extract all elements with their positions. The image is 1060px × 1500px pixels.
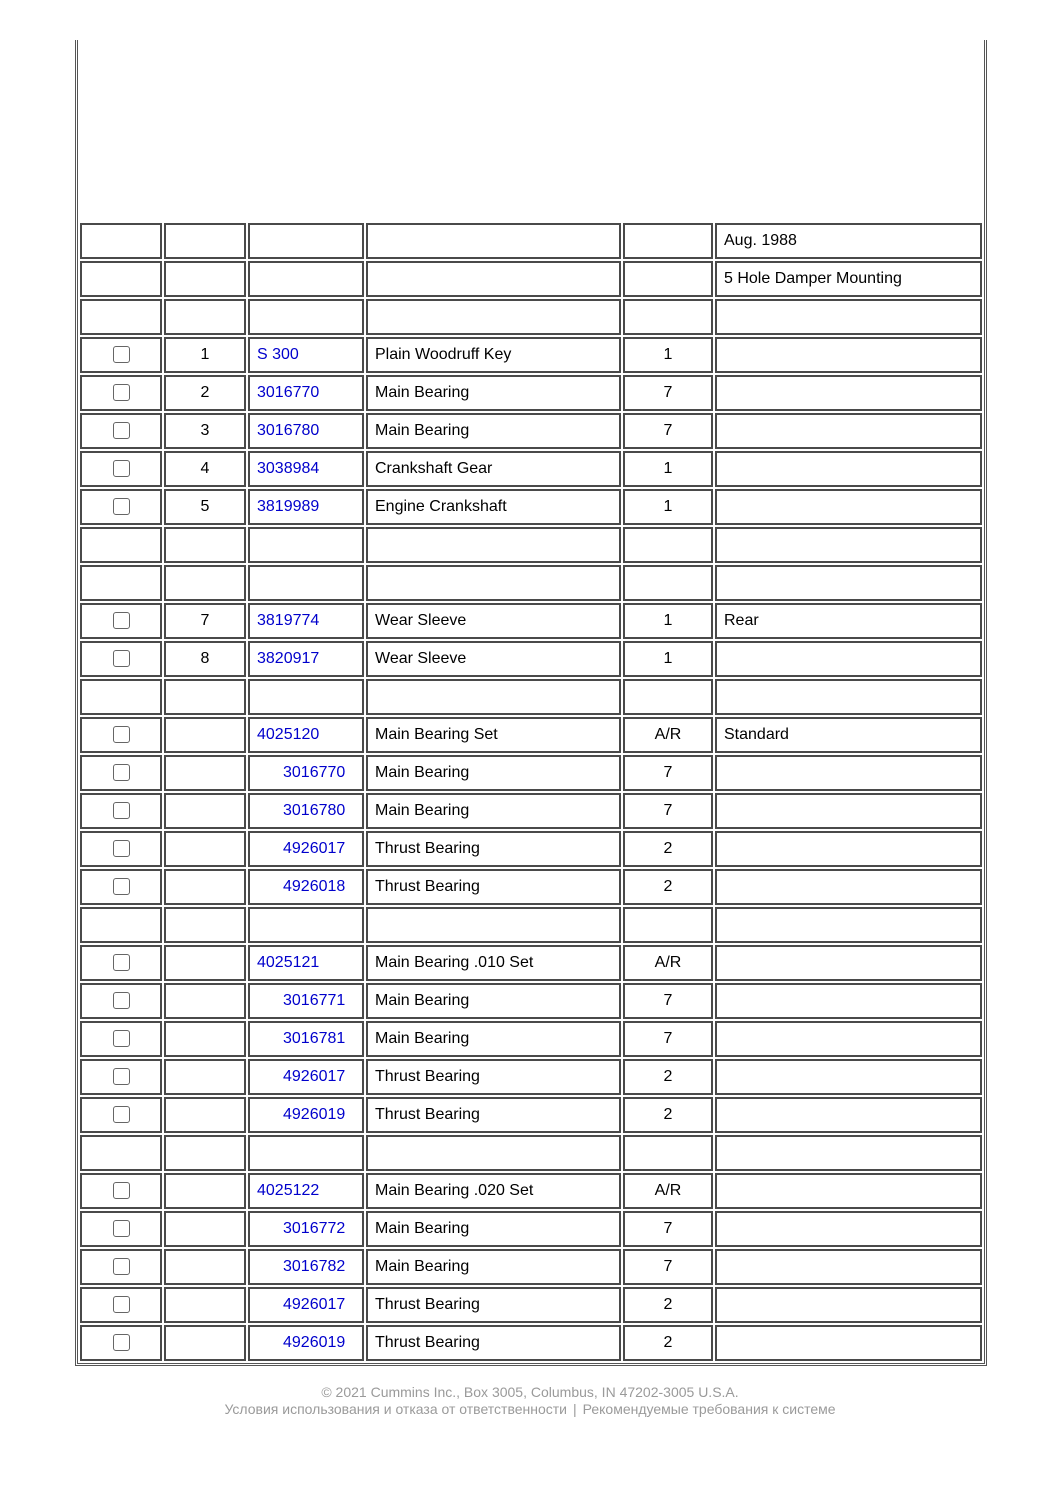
ref-cell xyxy=(164,1211,246,1247)
quantity-cell xyxy=(623,261,713,297)
row-checkbox[interactable] xyxy=(113,1296,130,1313)
description-cell xyxy=(366,223,621,259)
row-checkbox[interactable] xyxy=(113,726,130,743)
part-number-link[interactable]: 3016770 xyxy=(283,764,346,781)
row-checkbox[interactable] xyxy=(113,802,130,819)
part-number-cell xyxy=(248,1211,364,1247)
ref-cell xyxy=(164,945,246,981)
blank-row xyxy=(80,565,982,601)
part-number-link[interactable]: 4926019 xyxy=(283,1106,346,1123)
part-number-cell xyxy=(248,1097,364,1133)
quantity-cell: 7 xyxy=(623,413,713,449)
part-number-link[interactable]: 3038984 xyxy=(257,460,320,477)
part-number-cell xyxy=(248,413,364,449)
ref-cell xyxy=(164,907,246,943)
remarks-cell xyxy=(715,489,982,525)
part-number-link[interactable]: 3819989 xyxy=(257,498,320,515)
select-cell xyxy=(80,1173,162,1209)
part-number-cell xyxy=(248,945,364,981)
part-number-cell xyxy=(248,527,364,563)
select-cell xyxy=(80,755,162,791)
row-checkbox[interactable] xyxy=(113,840,130,857)
quantity-cell: 7 xyxy=(623,1021,713,1057)
description-cell xyxy=(366,1135,621,1171)
ref-cell xyxy=(164,983,246,1019)
quantity-cell: 2 xyxy=(623,1325,713,1361)
select-cell xyxy=(80,869,162,905)
ref-cell: 2 xyxy=(164,375,246,411)
remarks-cell xyxy=(715,1059,982,1095)
ref-cell xyxy=(164,1249,246,1285)
description-cell: Main Bearing xyxy=(366,1021,621,1057)
ref-cell xyxy=(164,223,246,259)
ref-cell xyxy=(164,1287,246,1323)
remarks-cell xyxy=(715,679,982,715)
description-cell: Thrust Bearing xyxy=(366,1097,621,1133)
description-cell: Thrust Bearing xyxy=(366,1287,621,1323)
remarks-cell xyxy=(715,451,982,487)
description-cell: Main Bearing xyxy=(366,1211,621,1247)
part-number-cell xyxy=(248,641,364,677)
ref-cell: 3 xyxy=(164,413,246,449)
part-number-cell xyxy=(248,489,364,525)
table-row xyxy=(80,641,982,677)
part-number-link[interactable]: 4926017 xyxy=(283,1068,346,1085)
ref-cell: 7 xyxy=(164,603,246,639)
row-checkbox[interactable] xyxy=(113,460,130,477)
table-row xyxy=(80,1021,982,1057)
remarks-cell xyxy=(715,907,982,943)
select-cell xyxy=(80,831,162,867)
description-cell: Main Bearing xyxy=(366,793,621,829)
quantity-cell: 1 xyxy=(623,451,713,487)
remarks-cell xyxy=(715,1097,982,1133)
table-row xyxy=(80,451,982,487)
row-checkbox[interactable] xyxy=(113,1106,130,1123)
ref-cell: 1 xyxy=(164,337,246,373)
quantity-cell: 1 xyxy=(623,603,713,639)
ref-cell: 4 xyxy=(164,451,246,487)
row-checkbox[interactable] xyxy=(113,384,130,401)
select-cell xyxy=(80,603,162,639)
part-number-cell xyxy=(248,451,364,487)
remarks-cell xyxy=(715,983,982,1019)
note-row xyxy=(80,261,982,297)
part-number-cell xyxy=(248,375,364,411)
select-cell xyxy=(80,337,162,373)
table-row xyxy=(80,869,982,905)
remarks-cell xyxy=(715,413,982,449)
ref-cell xyxy=(164,717,246,753)
row-checkbox[interactable] xyxy=(113,612,130,629)
part-number-link[interactable]: 3016780 xyxy=(257,422,320,439)
remarks-cell: Standard xyxy=(715,717,982,753)
quantity-cell: 7 xyxy=(623,755,713,791)
quantity-cell xyxy=(623,527,713,563)
table-row xyxy=(80,945,982,981)
ref-cell xyxy=(164,299,246,335)
select-cell xyxy=(80,299,162,335)
quantity-cell: 7 xyxy=(623,793,713,829)
ref-cell xyxy=(164,679,246,715)
description-cell: Main Bearing xyxy=(366,1249,621,1285)
description-cell: Plain Woodruff Key xyxy=(366,337,621,373)
row-checkbox[interactable] xyxy=(113,1182,130,1199)
part-number-link[interactable]: 4926017 xyxy=(283,840,346,857)
table-row xyxy=(80,1325,982,1361)
part-number-cell xyxy=(248,299,364,335)
remarks-cell xyxy=(715,869,982,905)
quantity-cell: 2 xyxy=(623,831,713,867)
part-number-link[interactable]: 3016770 xyxy=(257,384,320,401)
part-number-cell xyxy=(248,679,364,715)
row-checkbox[interactable] xyxy=(113,1068,130,1085)
part-number-cell xyxy=(248,717,364,753)
blank-row xyxy=(80,299,982,335)
table-row xyxy=(80,755,982,791)
select-cell xyxy=(80,793,162,829)
part-number-cell xyxy=(248,1249,364,1285)
part-number-link[interactable]: 3016772 xyxy=(283,1220,346,1237)
part-number-link[interactable]: 3016782 xyxy=(283,1258,346,1275)
part-number-cell xyxy=(248,755,364,791)
part-number-cell xyxy=(248,831,364,867)
part-number-cell xyxy=(248,907,364,943)
quantity-cell: 7 xyxy=(623,1211,713,1247)
part-number-cell xyxy=(248,603,364,639)
part-number-cell xyxy=(248,565,364,601)
remarks-cell xyxy=(715,831,982,867)
footer-copyright: © 2021 Cummins Inc., Box 3005, Columbus, IN 47202-3005 U.S.A. xyxy=(321,1384,739,1400)
remarks-cell xyxy=(715,1021,982,1057)
row-checkbox[interactable] xyxy=(113,992,130,1009)
remarks-cell xyxy=(715,337,982,373)
part-number-link[interactable]: 3016781 xyxy=(283,1030,346,1047)
quantity-cell: 1 xyxy=(623,641,713,677)
table-row xyxy=(80,717,982,753)
select-cell xyxy=(80,565,162,601)
description-cell xyxy=(366,527,621,563)
row-checkbox[interactable] xyxy=(113,878,130,895)
remarks-cell xyxy=(715,641,982,677)
remarks-cell xyxy=(715,793,982,829)
select-cell xyxy=(80,413,162,449)
remarks-cell xyxy=(715,1325,982,1361)
table-row xyxy=(80,1211,982,1247)
select-cell xyxy=(80,945,162,981)
quantity-cell xyxy=(623,1135,713,1171)
quantity-cell: 1 xyxy=(623,489,713,525)
quantity-cell: A/R xyxy=(623,945,713,981)
quantity-cell xyxy=(623,299,713,335)
ref-cell xyxy=(164,831,246,867)
quantity-cell: 2 xyxy=(623,1287,713,1323)
quantity-cell: 7 xyxy=(623,983,713,1019)
quantity-cell: A/R xyxy=(623,1173,713,1209)
select-cell xyxy=(80,261,162,297)
blank-row xyxy=(80,527,982,563)
select-cell xyxy=(80,1325,162,1361)
part-number-link[interactable]: 4926018 xyxy=(283,878,346,895)
remarks-cell xyxy=(715,375,982,411)
description-cell xyxy=(366,299,621,335)
row-checkbox[interactable] xyxy=(113,1030,130,1047)
quantity-cell: A/R xyxy=(623,717,713,753)
select-cell xyxy=(80,527,162,563)
description-cell: Engine Crankshaft xyxy=(366,489,621,525)
ref-cell xyxy=(164,1059,246,1095)
ref-cell xyxy=(164,565,246,601)
remarks-cell xyxy=(715,945,982,981)
part-number-cell xyxy=(248,261,364,297)
ref-cell xyxy=(164,755,246,791)
ref-cell xyxy=(164,1021,246,1057)
description-cell: Thrust Bearing xyxy=(366,869,621,905)
part-number-link[interactable]: 3820917 xyxy=(257,650,320,667)
part-number-cell xyxy=(248,1287,364,1323)
table-row xyxy=(80,375,982,411)
part-number-link[interactable]: 4025120 xyxy=(257,726,320,743)
table-row xyxy=(80,831,982,867)
part-number-link[interactable]: 4025121 xyxy=(257,954,320,971)
description-cell: Thrust Bearing xyxy=(366,1059,621,1095)
ref-cell xyxy=(164,1135,246,1171)
select-cell xyxy=(80,641,162,677)
select-cell xyxy=(80,1249,162,1285)
select-cell xyxy=(80,489,162,525)
part-number-link[interactable]: 4926017 xyxy=(283,1296,346,1313)
ref-cell xyxy=(164,793,246,829)
parts-table-container xyxy=(75,40,987,1366)
description-cell: Thrust Bearing xyxy=(366,1325,621,1361)
description-cell: Main Bearing xyxy=(366,983,621,1019)
part-number-cell xyxy=(248,1021,364,1057)
part-number-link[interactable]: 3016771 xyxy=(283,992,346,1009)
select-cell xyxy=(80,375,162,411)
select-cell xyxy=(80,451,162,487)
row-checkbox[interactable] xyxy=(113,764,130,781)
select-cell xyxy=(80,1059,162,1095)
ref-cell xyxy=(164,261,246,297)
part-number-cell xyxy=(248,1135,364,1171)
table-row xyxy=(80,603,982,639)
table-row xyxy=(80,793,982,829)
description-cell xyxy=(366,565,621,601)
note-row xyxy=(80,223,982,259)
table-row xyxy=(80,983,982,1019)
footer-links xyxy=(0,1401,1060,1418)
quantity-cell: 2 xyxy=(623,1097,713,1133)
remarks-cell: Aug. 1988 xyxy=(715,223,982,259)
remarks-cell xyxy=(715,1249,982,1285)
table-row xyxy=(80,489,982,525)
description-cell xyxy=(366,679,621,715)
remarks-cell: Rear xyxy=(715,603,982,639)
ref-cell xyxy=(164,1097,246,1133)
remarks-cell xyxy=(715,755,982,791)
part-number-cell xyxy=(248,793,364,829)
part-number-link[interactable]: 4926019 xyxy=(283,1334,346,1351)
blank-row xyxy=(80,907,982,943)
table-row xyxy=(80,1249,982,1285)
ref-cell: 8 xyxy=(164,641,246,677)
select-cell xyxy=(80,717,162,753)
table-row xyxy=(80,1173,982,1209)
row-checkbox[interactable] xyxy=(113,650,130,667)
select-cell xyxy=(80,983,162,1019)
description-cell: Main Bearing xyxy=(366,755,621,791)
table-row xyxy=(80,413,982,449)
part-number-link[interactable]: S 300 xyxy=(257,346,299,363)
part-number-cell xyxy=(248,983,364,1019)
description-cell xyxy=(366,261,621,297)
table-row xyxy=(80,1059,982,1095)
row-checkbox[interactable] xyxy=(113,346,130,363)
ref-cell xyxy=(164,527,246,563)
terms-link[interactable]: Условия использования и отказа от ответственности xyxy=(224,1401,567,1417)
row-checkbox[interactable] xyxy=(113,1258,130,1275)
select-cell xyxy=(80,223,162,259)
description-cell: Main Bearing .020 Set xyxy=(366,1173,621,1209)
table-row xyxy=(80,337,982,373)
quantity-cell: 1 xyxy=(623,337,713,373)
quantity-cell: 2 xyxy=(623,869,713,905)
quantity-cell xyxy=(623,565,713,601)
remarks-cell xyxy=(715,1135,982,1171)
description-cell: Crankshaft Gear xyxy=(366,451,621,487)
description-cell: Main Bearing xyxy=(366,375,621,411)
select-cell xyxy=(80,1021,162,1057)
remarks-cell: 5 Hole Damper Mounting xyxy=(715,261,982,297)
quantity-cell xyxy=(623,907,713,943)
quantity-cell: 7 xyxy=(623,375,713,411)
select-cell xyxy=(80,679,162,715)
part-number-cell xyxy=(248,1173,364,1209)
blank-row xyxy=(80,679,982,715)
row-checkbox[interactable] xyxy=(113,1334,130,1351)
select-cell xyxy=(80,1287,162,1323)
select-cell xyxy=(80,907,162,943)
quantity-cell xyxy=(623,223,713,259)
blank-row xyxy=(80,1135,982,1171)
ref-cell xyxy=(164,1173,246,1209)
table-row xyxy=(80,1097,982,1133)
remarks-cell xyxy=(715,1211,982,1247)
description-cell: Main Bearing xyxy=(366,413,621,449)
part-number-cell xyxy=(248,223,364,259)
ref-cell xyxy=(164,1325,246,1361)
quantity-cell xyxy=(623,679,713,715)
parts-table-body xyxy=(80,223,982,1361)
part-number-link[interactable]: 4025122 xyxy=(257,1182,320,1199)
table-row xyxy=(80,1287,982,1323)
row-checkbox[interactable] xyxy=(113,498,130,515)
select-cell xyxy=(80,1097,162,1133)
description-cell: Main Bearing .010 Set xyxy=(366,945,621,981)
page-footer xyxy=(0,1384,1060,1418)
select-cell xyxy=(80,1211,162,1247)
description-cell: Thrust Bearing xyxy=(366,831,621,867)
remarks-cell xyxy=(715,527,982,563)
description-cell xyxy=(366,907,621,943)
description-cell: Wear Sleeve xyxy=(366,603,621,639)
part-number-cell xyxy=(248,337,364,373)
row-checkbox[interactable] xyxy=(113,422,130,439)
part-number-cell xyxy=(248,1325,364,1361)
ref-cell xyxy=(164,869,246,905)
row-checkbox[interactable] xyxy=(113,1220,130,1237)
remarks-cell xyxy=(715,1173,982,1209)
system-requirements-link[interactable]: Рекомендуемые требования к системе xyxy=(582,1401,836,1417)
part-number-cell xyxy=(248,869,364,905)
description-cell: Main Bearing Set xyxy=(366,717,621,753)
select-cell xyxy=(80,1135,162,1171)
part-number-link[interactable]: 3016780 xyxy=(283,802,346,819)
parts-table xyxy=(78,221,984,1363)
remarks-cell xyxy=(715,565,982,601)
part-number-cell xyxy=(248,1059,364,1095)
part-number-link[interactable]: 3819774 xyxy=(257,612,320,629)
quantity-cell: 7 xyxy=(623,1249,713,1285)
remarks-cell xyxy=(715,299,982,335)
ref-cell: 5 xyxy=(164,489,246,525)
quantity-cell: 2 xyxy=(623,1059,713,1095)
description-cell: Wear Sleeve xyxy=(366,641,621,677)
row-checkbox[interactable] xyxy=(113,954,130,971)
footer-separator: | xyxy=(573,1401,577,1417)
remarks-cell xyxy=(715,1287,982,1323)
